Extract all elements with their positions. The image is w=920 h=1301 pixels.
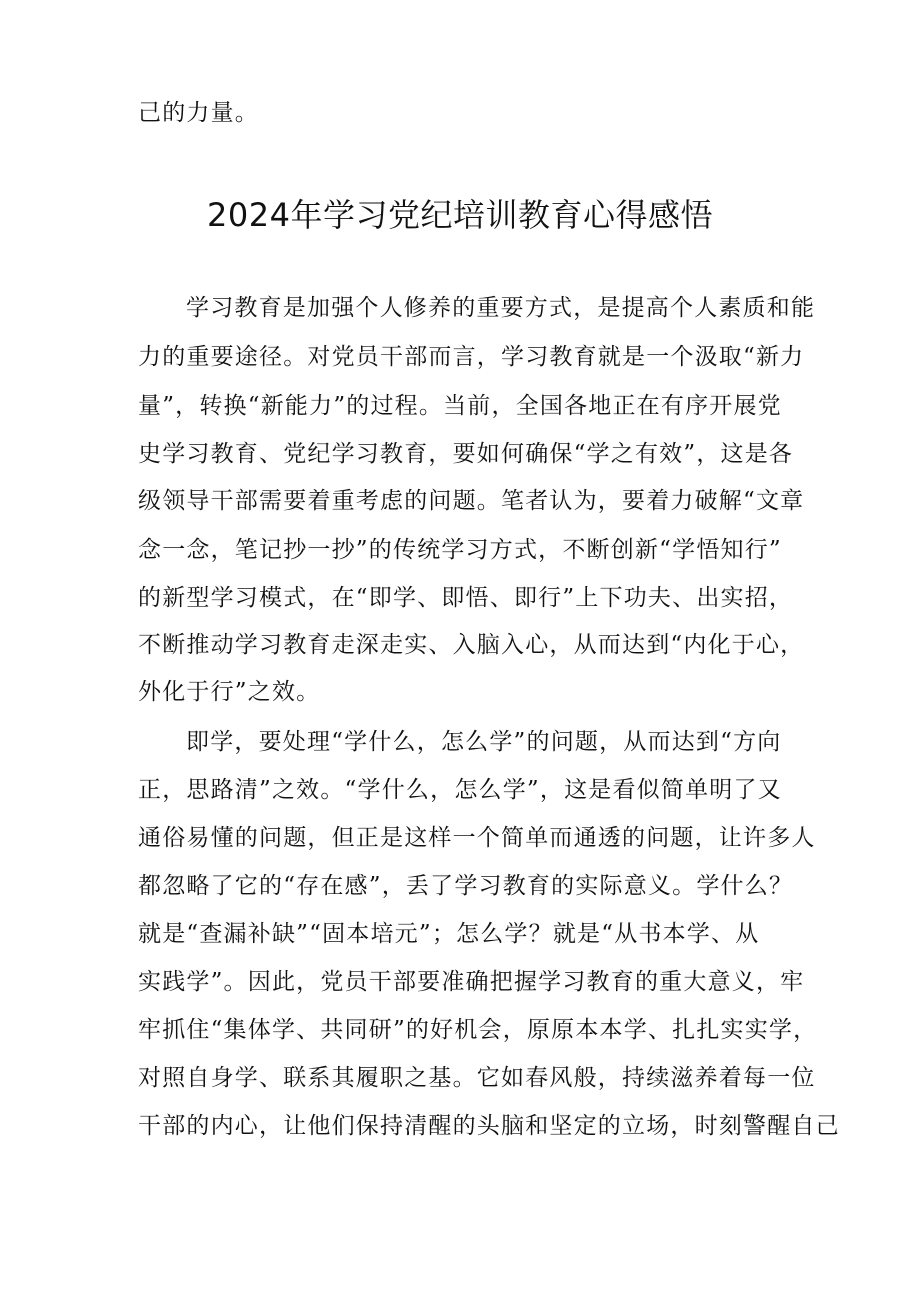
paragraph-line: 学习教育是加强个人修养的重要方式，是提高个人素质和能 [186,295,816,321]
paragraph-line: 都忽略了它的“存在感”，丢了学习教育的实际意义。学什么？ [138,873,794,899]
carryover-line: 己的力量。 [138,100,259,126]
paragraph-line: 级领导干部需要着重考虑的问题。笔者认为，要着力破解“文章 [138,488,805,514]
paragraph-line: 就是“查漏补缺”“固本培元”；怎么学？就是“从书本学、从 [138,921,760,947]
paragraph-line: 正，思路清”之效。“学什么，怎么学”，这是看似简单明了又 [138,777,782,803]
paragraph-line: 不断推动学习教育走深走实、入脑入心，从而达到“内化于心， [138,632,805,658]
paragraph-line: 对照自身学、联系其履职之基。它如春风般，持续滋养着每一位 [138,1065,816,1091]
paragraph-line: 念一念，笔记抄一抄”的传统学习方式，不断创新“学悟知行” [138,537,782,563]
paragraph-line: 牢抓住“集体学、共同研”的好机会，原原本本学、扎扎实实学， [138,1017,818,1043]
paragraph-line: 外化于行”之效。 [138,679,321,705]
paragraph-line: 量”，转换“新能力”的过程。当前，全国各地正在有序开展党 [138,393,782,419]
paragraph-line: 实践学”。因此，党员干部要准确把握学习教育的重大意义，牢 [138,969,805,995]
document-title: 2024年学习党纪培训教育心得感悟 [207,196,713,234]
paragraph-line: 力的重要途径。对党员干部而言，学习教育就是一个汲取“新力 [138,344,805,370]
paragraph-line: 即学，要处理“学什么，怎么学”的问题，从而达到“方向 [186,729,782,755]
paragraph-line: 史学习教育、党纪学习教育，要如何确保“学之有效”，这是各 [138,441,794,467]
paragraph-line: 通俗易懂的问题，但正是这样一个简单而通透的问题，让许多人 [138,825,816,851]
paragraph-line: 的新型学习模式，在“即学、即悟、即行”上下功夫、出实招， [138,585,794,611]
paragraph-line: 干部的内心，让他们保持清醒的头脑和坚定的立场，时刻警醒自己 [138,1113,840,1139]
